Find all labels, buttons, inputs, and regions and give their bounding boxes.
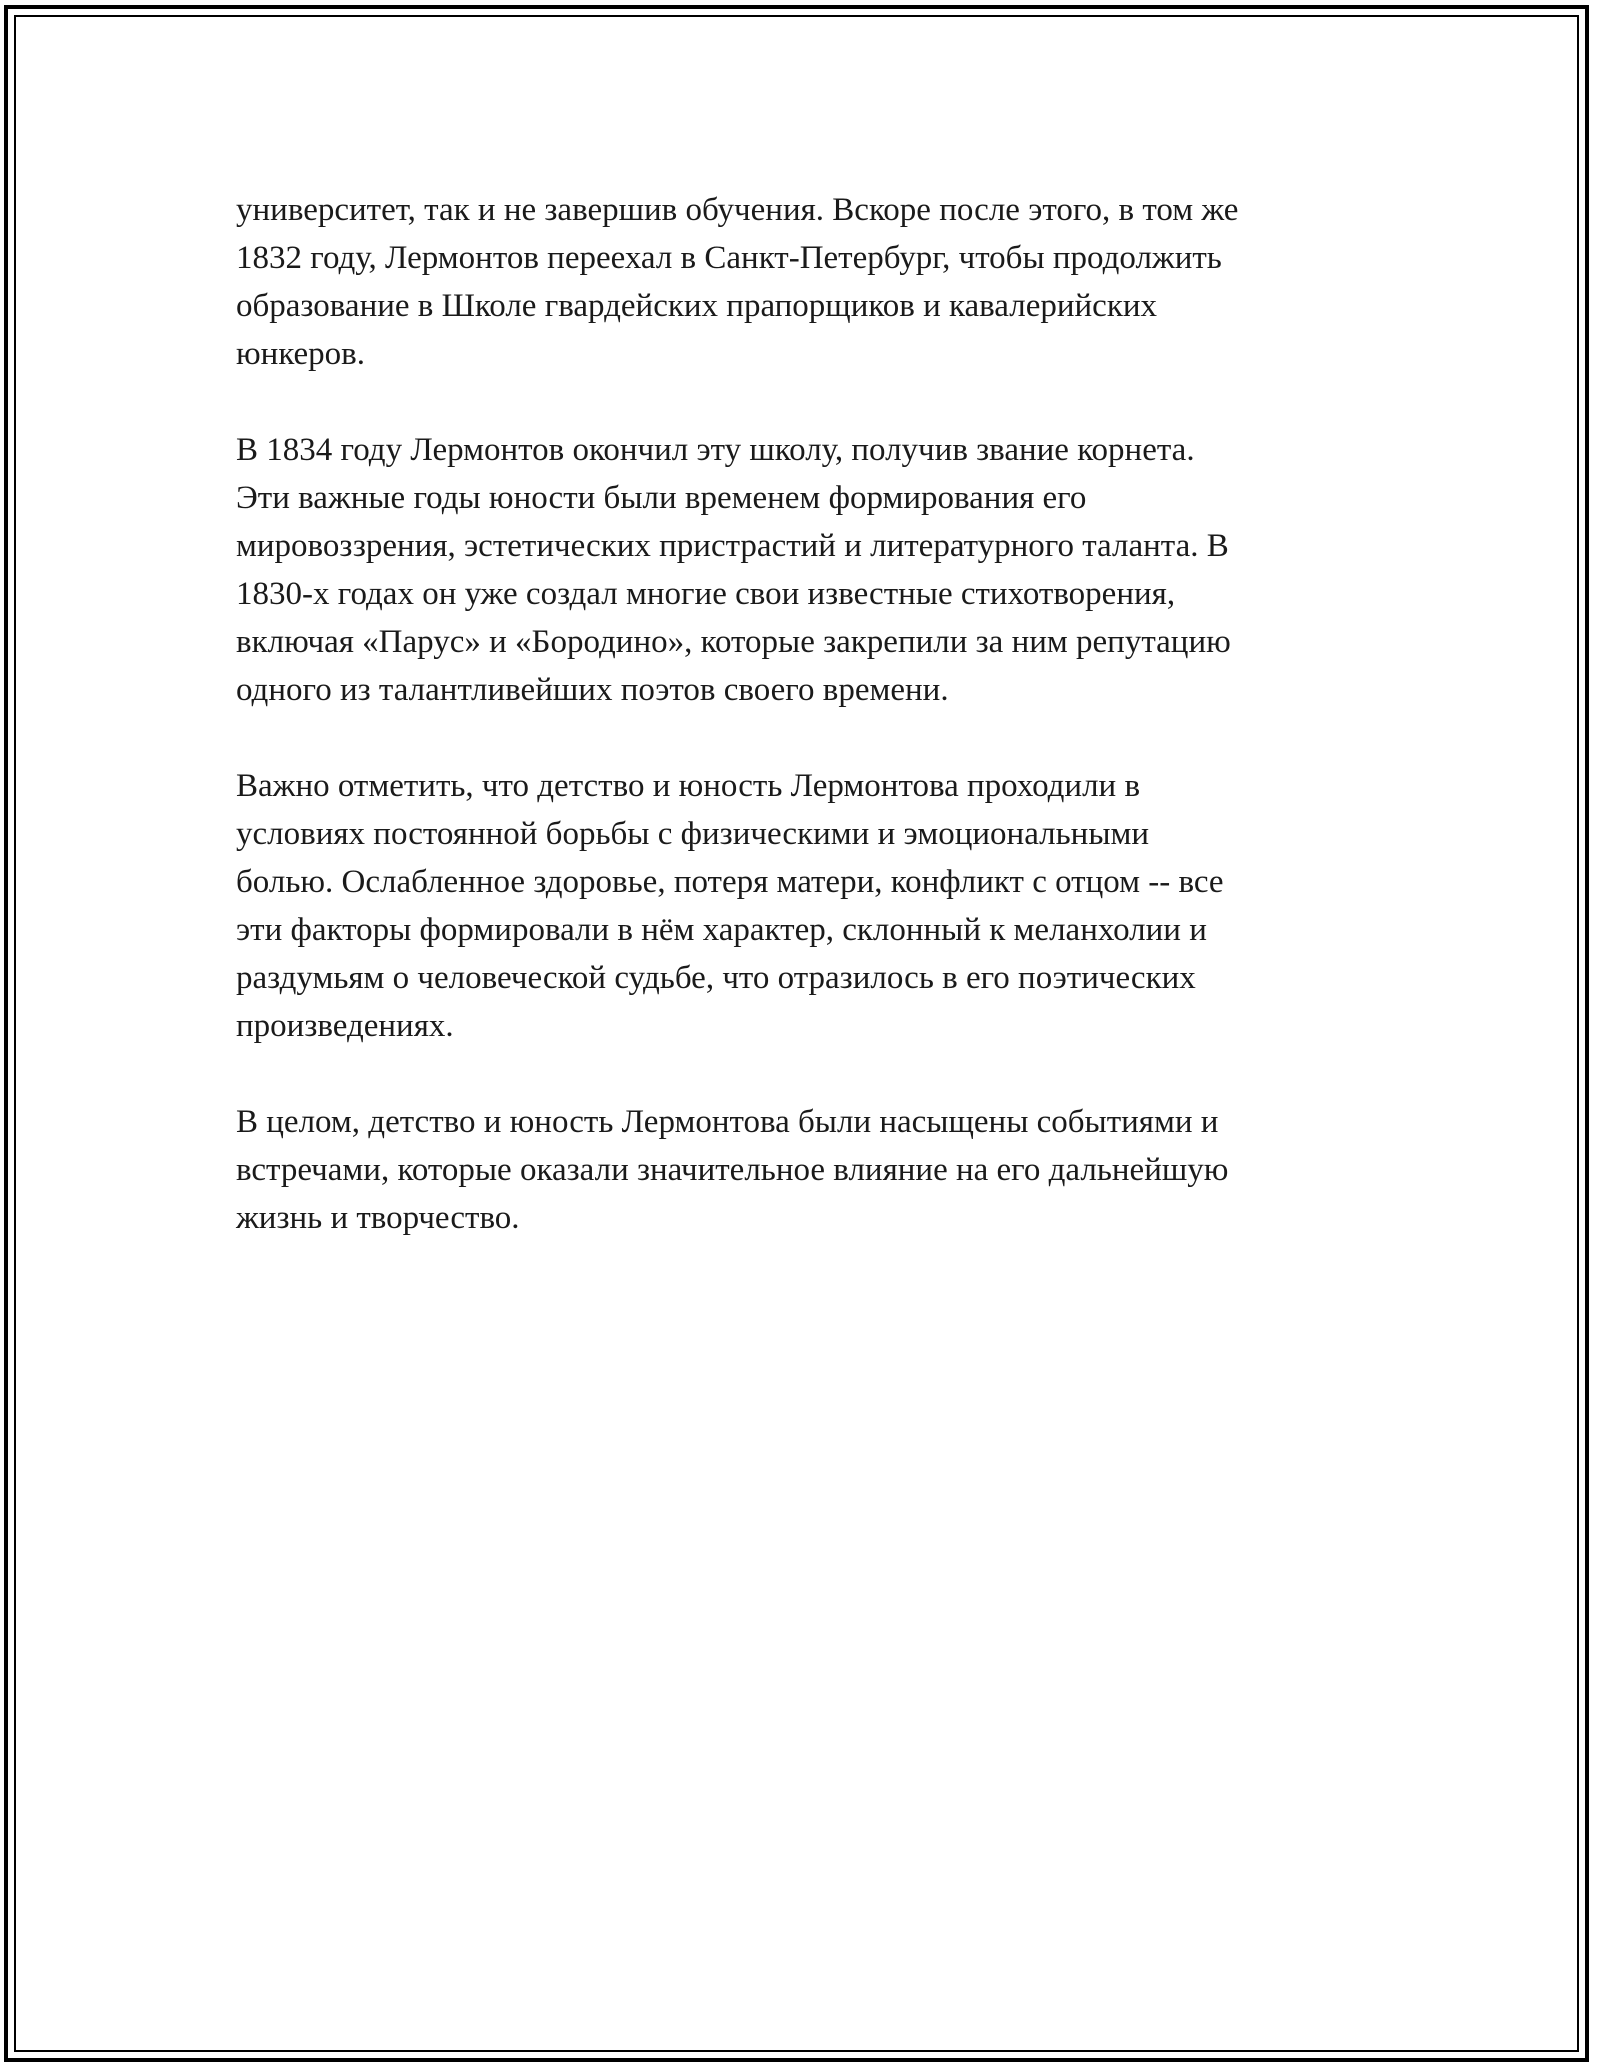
text-line: образование в Школе гвардейских прапорщиков и кавалерийских (236, 288, 1158, 324)
text-line: мировоззрения, эстетических пристрастий и литературного таланта. В (236, 528, 1229, 564)
text-line: одного из талантливейших поэтов своего времени. (236, 672, 949, 708)
text-line: Эти важные годы юности были временем формирования его (236, 480, 1087, 516)
paragraph-2 (236, 426, 1376, 714)
text-line: включая «Парус» и «Бородино», которые закрепили за ним репутацию (236, 624, 1231, 660)
text-line: условиях постоянной борьбы с физическими и эмоциональными (236, 816, 1150, 852)
text-line: произведениях. (236, 1008, 454, 1044)
text-line: университет, так и не завершив обучения. Вскоре после этого, в том же (236, 192, 1239, 228)
text-line: болью. Ослабленное здоровье, потеря матери, конфликт с отцом -- все (236, 864, 1224, 900)
text-line: Важно отметить, что детство и юность Лермонтова проходили в (236, 768, 1141, 804)
document-body (236, 186, 1376, 1290)
text-line: раздумьям о человеческой судьбе, что отразилось в его поэтических (236, 960, 1196, 996)
paragraph-3 (236, 762, 1376, 1050)
paragraph-1 (236, 186, 1376, 378)
text-line: жизнь и творчество. (236, 1200, 520, 1236)
text-line: встречами, которые оказали значительное влияние на его дальнейшую (236, 1152, 1229, 1188)
text-line: В целом, детство и юность Лермонтова были насыщены событиями и (236, 1104, 1219, 1140)
text-line: юнкеров. (236, 336, 366, 372)
text-line: 1830-х годах он уже создал многие свои известные стихотворения, (236, 576, 1176, 612)
text-line: 1832 году, Лермонтов переехал в Санкт-Петербург, чтобы продолжить (236, 240, 1222, 276)
text-line: эти факторы формировали в нём характер, склонный к меланхолии и (236, 912, 1207, 948)
text-line: В 1834 году Лермонтов окончил эту школу, получив звание корнета. (236, 432, 1195, 468)
paragraph-4 (236, 1098, 1376, 1242)
